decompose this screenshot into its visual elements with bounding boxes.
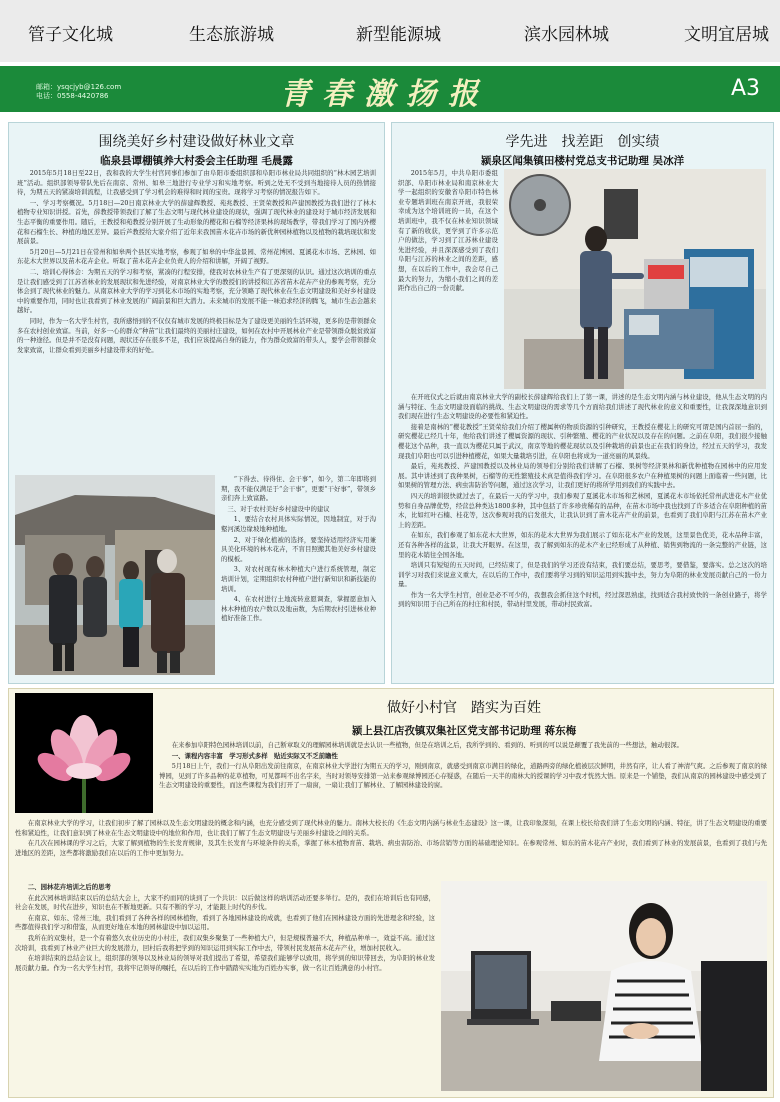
article-2-paragraph: 最后，苑兆教授、芦建国教授以及林业局的领导们分别给我们讲解了石榴、果树等经济果林和新优种植物在园林中的应用发展。其中讲述到了我种果树，石榴等的无性繁殖技术真是值得我们学习。在阜阳很多农户在种植果树的问题上面临着一些问题，比如果树的管理方法、病虫害防治等问题，通过这次学习，让我们更好的将所学用到我们的实践中去。	[398, 462, 767, 490]
nav-item-tourism[interactable]: 生态旅游城	[189, 25, 274, 45]
article-2-paragraph: 培训只有短短的五天时间，已经结束了，但是我们的学习还没有结束，我们要总结，要思考，要借鉴，要落实。总之这次的培训学习对我们来说意义重大，在以后的工作中，我们要将学习到的知识运用到实践中去，努力为阜阳的林业发展贡献自己的一份力量。	[398, 561, 767, 589]
article-2-body	[398, 393, 767, 677]
nav-item-garden[interactable]: 滨水园林城	[524, 25, 609, 45]
article-3-heading: 二、园林花卉培训之后的思考	[27, 883, 111, 891]
email-text: 邮箱：ysqcjyb@126.com	[36, 83, 122, 91]
contact-info	[36, 83, 121, 101]
lotus-illustration	[15, 693, 153, 813]
phone-text: 电话：0558-4420786	[36, 92, 109, 100]
article-3-body-left	[15, 883, 435, 1089]
article-2-paragraph: 在开班仪式之后就由南京林业大学的副校长薛建辉给我们上了第一课，讲述的是生态文明内涵与林业建设，他从生态文明的内涵与特征、生态文明建设面临的挑战、生态文明建设的需求等几个方面给我们讲述了现代林业的意义和重要性，让我深深地意识到我们现在进行生态文明建设的必要性和紧迫性。	[398, 393, 767, 421]
lotus-photo	[15, 693, 153, 813]
article-1-suggestion: 2、对于绿化植被的选择，要坚持适用经济实用兼具美化环境的林木花卉，不盲目照搬其他美好乡村建设的模板。	[221, 535, 376, 563]
article-3-panel	[8, 688, 774, 1098]
article-3-paragraph: 在南京、如东、常州三地，我们看到了各种各样的园林植物，看到了各地园林建设的成就，也看到了他们在园林建设方面的先进理念和经验，这些都值得我们学习和借鉴，从而更好地在本地的园林建设中加以运用。	[15, 913, 435, 932]
article-1-body	[17, 169, 376, 469]
masthead-title: 青春激扬报	[280, 77, 490, 112]
article-3-heading: 一、课程内容丰富 学习形式多样 贴近实际又不乏前瞻性	[171, 751, 338, 760]
equipment-illustration	[504, 169, 766, 389]
article-1-suggestion: 3、对农村现有林木种植大户进行系统管理，制定培训计划，定期组织农村种植户进行新知识和新技能的培训。	[221, 565, 376, 593]
article-3-paragraph: 在来参加阜阳特色园林培训以前，自己断章取义的理解园林培训就是去认识一些植物，但是在培训之后，我所学到的、看到的、听到的可以说是颠覆了我先前的一些想法，触动很深。	[171, 741, 684, 749]
village-visit-photo	[15, 475, 215, 675]
office-photo	[441, 881, 767, 1091]
article-1-suggestion: 4、在农村进行土地流转意愿调查，掌握愿意加入林木种植的农户数以及地亩数，为后期农村引进林业种植好准备工作。	[221, 595, 376, 623]
article-1-panel	[8, 122, 385, 684]
article-2-intro	[398, 169, 498, 387]
article-3-title: 做好小村官 踏实为百姓	[387, 700, 541, 716]
article-3-subtitle: 颍上县江店孜镇双集社区党支部书记助理 蒋东梅	[351, 725, 577, 737]
article-2-title: 学先进 找差距 创实绩	[505, 134, 660, 150]
article-1-paragraph: 一、学习考察概况。5月18日—20日南京林业大学的薛建辉教授、苑兆教授、王贤荣教授和芦建国教授为我们进行了林木植物专业知识讲授。首先，薛教授带领我们了解了生态文明与现代林业建设的现状，强调了现代林业的建设对于城市经济发展和生态平衡的重要作用。随后，王教授和苑教授分别开展了生动形象的樱花和石榴等经济果林的现场教学，带我们学习了国内外樱花和石榴生长、种植的地区差异。最后芦教授给大家介绍了近年来我国苗木花卉市场的新优种园林植物以及植物的栽培现状和发展前景。	[17, 198, 376, 246]
article-1-paragraph: 5月20日—5月21日在常州和如皋两个县区实地考察，参观了如皋的中华盆景园、常州花博园、夏溪花木市场、艺林园、如东花木大世界以及苗木花卉企业。听取了苗木花卉企业负责人的介绍和讲解，开阔了视野。	[17, 247, 376, 266]
article-3-paragraph: 在培训结束的总结会议上，组织部的领导以及林业局的领导对我们提出了希望，希望我们能够学以致用，将学到的知识带回去，为阜阳的林业发展贡献力量。作为一名大学生村官，我将牢记领导的嘱托，在以后的工作中踏踏实实地为百姓办实事，做一名让百姓满意的小村官。	[15, 954, 435, 972]
article-1-suggestions-heading: 三、对于农村美好乡村建设中的建议	[227, 504, 330, 513]
article-1-paragraph: 同时，作为一名大学生村官，我所感悟到的不仅仅有城市发展的终极目标是为了建设更美丽的生活环境，更多的是带领群众多在农村创业致富。当前，好多一心的群众“种苗”让我们最终的美丽村庄建设，如何在农村中开展林业产业是带领群众脱贫致富的一种途径。但是并不是没有问题，现状还存在很多不足，我们应该提高自身的能力，作为群众致富的带头人，要学会带领群众发家致富，让群众看到美丽乡村建设带来的好处。	[17, 316, 376, 354]
village-visit-illustration	[15, 475, 215, 675]
article-3-body-middle	[15, 819, 767, 879]
article-1-suggestion: 1、要结合农村具体实际情况，因地制宜，对于沟壑河溪边缘坡地种植地。	[221, 515, 376, 533]
article-1-paragraph: 二、培训心得体会：为期五天的学习和考察，紧凑的行程安排，使我对农林业生产有了更深刻的认识。通过这次培训的重点是让我们感受到了江苏省林业的发展现状和先进经验，对南京林业大学的教授们的讲授和江苏省苗木花卉产业的参观考察，充分体会到了现代林业的魅力。从南京林业大学的学习到花木市场的实地考察，充分领略了现代林业在生态文明建设和美好乡村建设中的重要作用，同时也让我看到了林业发展的广阔前景和巨大潜力。未来城市的发展不能一味追求经济的腾飞，城市生态会越来越好。	[17, 267, 376, 315]
article-1-suggestions	[221, 475, 376, 675]
page-number: A3	[730, 76, 760, 101]
article-2-paragraph: 在如东，我们参观了如东花木大世界，如东的花木大世界为我们展示了如东花木产业的发展，这里景色优美，花木品种丰富，还有各种各样的盆景，让我大开眼界。在这里，我了解到如东的花木产业已经形成了从种植、销售到物流的一条完整的产业链，这里的花木销往全国各地。	[398, 531, 767, 559]
top-navigation	[0, 0, 780, 62]
article-3-paragraph: 5月18日上午，我们一行从阜阳出发前往南京，在南京林业大学进行为期五天的学习，刚到南京，就感受到南京市满目的绿化，道路两旁的绿化植被层次鲜明，井然有序，让人看了神清气爽。之后参观了南京的绿博园，见到了许多品种的花草植物，可见都叫不出名字来，当时对领导安排第一站来参观绿博园还心存疑惑，在随后一天半的南林大的授课的学习中我才恍然大悟。原来是一个铺垫，我们从南京的园林建设中感受到了生态文明建设的重要性，而这些课程为我们打开了一扇窗，一扇让我们了解林业、了解园林建设的窗。	[159, 762, 767, 790]
nav-item-livable[interactable]: 文明宜居城	[684, 25, 769, 45]
article-3-paragraph: 我所在的双集村，是一个有着悠久农业历史的小村庄，我们双集乡聚集了一些种植大户，但是规模普遍不大，种植品种单一，效益不高。通过这次培训，我看到了林业产业巨大的发展潜力，回村后我将把学到的知识运用到实际工作中去，带领村民发展苗木花卉产业，增加村民收入。	[15, 933, 435, 952]
article-1-right-lines: “下得去、待得住、会干事”，如今，第二年即将到期，我不能仅满足于“会干事”，更要“干好事”，带领乡亲们奔上致富路。	[221, 475, 376, 503]
article-2-paragraph: 作为一名大学生村官，创业是必不可少的，我想我会抓住这个时机，经过深思熟虑，找到适合我村致快的一条创业路子，将学到的知识用于自己所在的村庄和村民，带动村里发展，带动村民致富。	[398, 590, 767, 609]
article-2-paragraph: 接着是南林的“樱花教授”王贤荣给我们介绍了樱属种的物质资源的引种研究，王教授在樱花上的研究可谓是国内首屈一指的，研究樱花已经几十年，他给我们讲述了樱属资源的现状、引种繁殖、樱花的产业状况以及存在的问题。之前在阜阳，我们很少接触樱花这个品种，我一直以为樱花只属于武汉，南京等地的樱花现状以及引种栽培的前景也正在我们的身边，经过五天的学习，我发现我们阜阳也可以引进种植樱花，如果大量栽培引进，在阜阳也将成为一道亮丽的风景线。	[398, 422, 767, 460]
masthead-banner	[0, 66, 780, 112]
article-3-paragraph: 在此次园林培训结束以后的总结大会上，大家不约而同的谈到了一个共识：以后做这样的培训活动还要多举行。是的，我们在培训后也有同感，社会在发展，时代在进步，知识也在不断地更新。只有不断的学习，才能跟上时代的步伐。	[15, 893, 435, 912]
article-2-intro-text: 2015年5月，中共阜阳市委组织部、阜阳市林业局和南京林业大学一起组织的安徽省阜阳市特色林业专题培训班在南京开班，我很荣幸成为这个培训班的一员，在这个培训班中，我不仅在林业知识领域有了新的收获，更学到了许多示范户的做法，学习到了江苏林业建设先进经验，并且深深感受到了我们阜阳与江苏的林业之间的差距，感想，在以后的工作中，我会尽自己最大的努力，为缩小我们之间的差距作出自己的一份贡献。	[398, 169, 498, 293]
article-3-paragraph: 在几次在园林课的学习之后，大家了解到植物的生长发育规律，及其生长发育与环境条件的关系，掌握了林木植物育苗、栽培、病虫害防治、市场营销等方面的基础理论知识。在参观常州、如东的苗木花卉产业时，我们看到了林业的发展前景，也看到了我们与先进地区的差距，这些都将激励我们在以后的工作中更加努力。	[15, 839, 767, 857]
article-1-subtitle: 临泉县谭棚镇养大村委会主任助理 毛晨露	[100, 155, 293, 167]
equipment-photo	[504, 169, 766, 389]
article-1-paragraph: 2015年5月18日至22日，我和我的大学生村官同事们参加了由阜阳市委组织部和阜阳市林业局共同组织的“林木园艺培训班”活动。组织部领导带队先后在南京、常州、如皋三地进行专业学习和实地考察。听到之处无不受到当地接待人员的热情接待，为期五天的紧凑培训流程，让我感受到了学习机会的难得和时间的宝贵。现将学习考察的情况报告如下。	[17, 169, 376, 197]
nav-item-guanzi[interactable]: 管子文化城	[28, 25, 113, 45]
article-2-subtitle: 颍泉区闻集镇田楼村党总支书记助理 吴冰洋	[480, 155, 685, 167]
article-3-body-top	[159, 741, 767, 817]
article-2-paragraph: 四天的培训很快就过去了，在最后一天的学习中，我们参观了夏溪花木市场和艺林园，夏溪花木市场依托常州武进花木产业优势和自身品牌优势，经营总种类达1800多种，其中包括了许多珍贵稀有的品种，在苗木市场中我也找到了许多适合在阜阳种植的苗木，比如红叶石楠、桂花等，这次参观对我的启发很大，让我认识到了苗木花卉产业的前景，也看到了我们阜阳与江苏在苗木产业上的差距。	[398, 491, 767, 529]
article-2-panel	[391, 122, 774, 684]
article-3-paragraph: 在南京林业大学的学习，让我们初步了解了园林以及生态文明建设的概念和内涵，也充分感受到了现代林业的魅力。南林大校长的《生态文明内涵与林业生态建设》这一课，让我印象深刻，在课上校长给我们讲了生态文明的内涵、特征，讲了生态文明建设的重要性和紧迫性，让我们意识到了林业在生态文明建设中的地位和作用，也让我们了解了生态文明建设与美丽乡村建设之间的关系。	[15, 819, 767, 837]
office-illustration	[441, 881, 767, 1091]
article-1-title: 围绕美好乡村建设做好林业文章	[98, 134, 295, 150]
nav-item-energy[interactable]: 新型能源城	[356, 25, 441, 45]
